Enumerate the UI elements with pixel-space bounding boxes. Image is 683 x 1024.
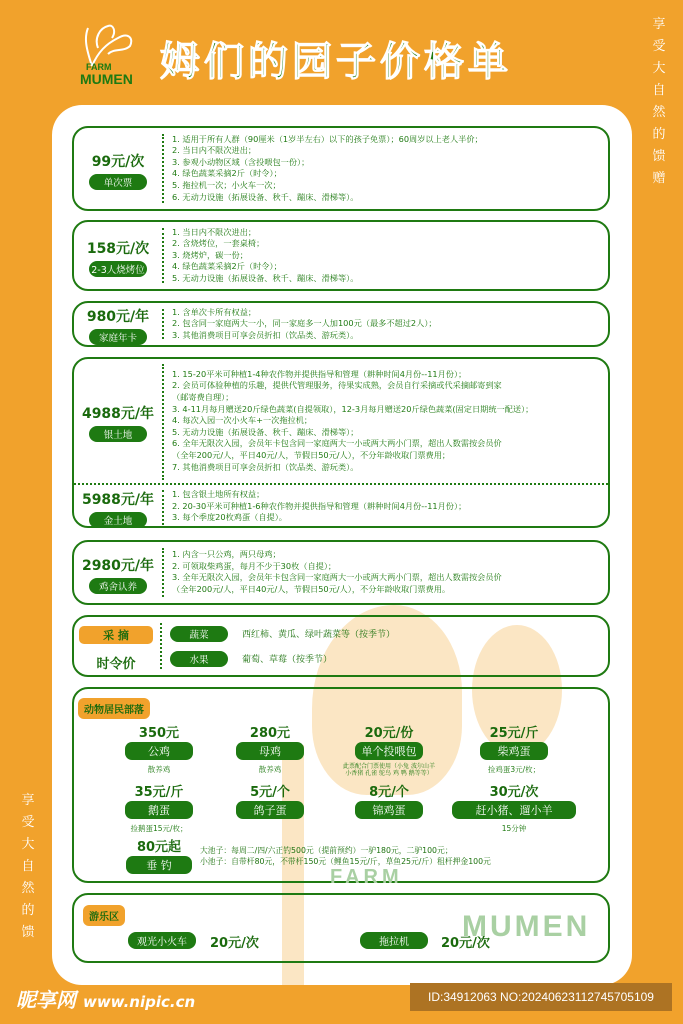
page-title: 姆们的园子价格单 xyxy=(160,39,512,85)
divider xyxy=(162,134,164,203)
picking-items: 西红柿、黄瓜、绿叶蔬菜等（按季节） xyxy=(242,630,396,640)
ride-label: 观光小火车 xyxy=(128,932,196,949)
tier-price-block xyxy=(74,555,162,594)
tier-benefits xyxy=(172,307,437,342)
slogan-char: 自 xyxy=(652,83,666,98)
animal-label: 鸽子蛋 xyxy=(236,801,304,819)
picking-category: 水果 xyxy=(170,651,228,667)
tier-benefits xyxy=(172,227,358,285)
tier-label: 单次票 xyxy=(89,174,147,190)
benefit-item: （全年200元/人，平日40元/人，节假日50元/人），不分年龄收取门票费用； xyxy=(172,449,451,460)
animal-item xyxy=(341,722,437,777)
benefit-item: 3. 全年无限次入园，会员年卡包含同一家庭两大一小或两大两小门票，超出人数需按会员价 xyxy=(172,572,502,583)
tier-label: 银土地 xyxy=(89,426,147,442)
benefit-item: 1. 适用于所有人群（90厘米（1岁半左右）以下的孩子免票）；60周岁以上老人半价； xyxy=(172,133,483,144)
benefit-item: 2. 包含同一家庭两大一小，同一家庭多一人加100元（最多不超过2人）； xyxy=(172,318,437,329)
tier-box xyxy=(72,357,610,528)
site-logo xyxy=(16,984,195,1013)
benefit-item: 1. 内含一只公鸡，两只母鸡； xyxy=(172,549,281,560)
benefit-item: 2. 会员可体验种植的乐趣，提供代管理服务，待果实成熟，会员自行采摘或代采摘邮寄到家 xyxy=(172,380,502,391)
animal-item xyxy=(111,781,207,833)
animal-price: 5元/个 xyxy=(250,785,290,800)
farm-logo xyxy=(78,18,144,88)
animal-label: 赶小猪、遛小羊 xyxy=(452,801,576,819)
tier-box xyxy=(72,540,610,605)
tier-box xyxy=(72,301,610,347)
benefit-item: （邮寄费自理）； xyxy=(172,391,234,402)
benefit-item: 7. 其他消费项目可享会员折扣（饮品类、游玩类）。 xyxy=(172,461,359,472)
flower-logo-icon xyxy=(78,18,144,68)
animal-note: 15分钟 xyxy=(501,824,527,833)
slogan-char: 的 xyxy=(21,903,35,918)
logo-mumen: MUMEN xyxy=(80,71,133,87)
tier-label: 2-3人烧烤位 xyxy=(89,261,147,277)
rides-tag: 游乐区 xyxy=(83,905,125,926)
ride-price: 20元/次 xyxy=(441,936,490,951)
benefit-item: 3. 烧烤炉，碳一份； xyxy=(172,249,248,260)
picking-box xyxy=(72,615,610,677)
benefit-item: 2. 可领取柴鸡蛋，每月不少于30枚（自提）； xyxy=(172,560,337,571)
tier-price-block xyxy=(74,306,162,345)
side-slogan-left xyxy=(20,790,36,944)
animal-item xyxy=(466,781,562,833)
ride-label: 拖拉机 xyxy=(360,932,428,949)
benefit-item: 2. 含烧烤位，一套桌椅； xyxy=(172,238,265,249)
slogan-char: 自 xyxy=(21,859,35,874)
animal-note: 捡鸡蛋3元/枚； xyxy=(487,765,541,774)
animal-item xyxy=(222,722,318,774)
benefit-item: 1. 包含银土地所有权益； xyxy=(172,489,265,500)
tier-price: 5988元/年 xyxy=(81,491,155,508)
picking-price: 时令价 xyxy=(96,657,136,672)
benefit-item: 5. 无动力设施（拓展设备、秋千、蹦床、滑梯等）。 xyxy=(172,272,359,283)
tier-price-block xyxy=(74,238,162,277)
image-id-badge: ID:34912063 NO:20240623112745705109 xyxy=(410,983,672,1011)
slogan-char: 大 xyxy=(21,837,35,852)
benefit-item: 1. 含单次卡所有权益； xyxy=(172,306,257,317)
benefit-item: 2. 20-30平米可种植1-6种农作物并提供指导和管理（耕种时间4月份--11月份）； xyxy=(172,500,467,511)
slogan-char: 大 xyxy=(652,61,666,76)
tier-label: 金土地 xyxy=(89,512,147,528)
animals-tag: 动物居民部落 xyxy=(78,698,150,719)
fishing-label: 垂 钓 xyxy=(126,856,192,874)
tier-benefits xyxy=(172,489,466,524)
animal-item xyxy=(222,781,318,825)
tier-price: 158元/次 xyxy=(86,240,150,257)
benefit-item: 4. 每次入园一次小火车+一次拖拉机； xyxy=(172,415,313,426)
watermark-mumen: MUMEN xyxy=(462,910,591,943)
animal-label: 公鸡 xyxy=(125,742,193,760)
slogan-char: 赠 xyxy=(652,171,666,186)
benefit-item: （全年200元/人，平日40元/人，节假日50元/人），不分年龄收取门票费用。 xyxy=(172,584,451,595)
slogan-char: 然 xyxy=(21,881,35,896)
ride-price: 20元/次 xyxy=(210,936,259,951)
tier-price: 99元/次 xyxy=(91,153,145,170)
fishing-item xyxy=(111,836,207,874)
animal-price: 8元/个 xyxy=(369,785,409,800)
tier-price-block xyxy=(74,489,162,528)
animal-item xyxy=(466,722,562,774)
tier-benefits xyxy=(172,549,502,595)
fishing-price: 80元起 xyxy=(136,840,182,855)
divider xyxy=(162,228,164,283)
slogan-char: 享 xyxy=(652,17,666,32)
slogan-char: 的 xyxy=(652,127,666,142)
animal-price: 30元/次 xyxy=(489,785,539,800)
benefit-item: 6. 全年无限次入园，会员年卡包含同一家庭两大一小或两大两小门票，超出人数需按会员价 xyxy=(172,438,502,449)
animal-price: 25元/斤 xyxy=(489,726,539,741)
animal-label: 母鸡 xyxy=(236,742,304,760)
side-slogan-right xyxy=(651,14,667,190)
animals-box xyxy=(72,687,610,883)
picking-category: 蔬菜 xyxy=(170,626,228,642)
divider xyxy=(74,483,608,485)
divider xyxy=(162,548,164,597)
logo-farm: FARM xyxy=(86,62,112,72)
slogan-char: 然 xyxy=(652,105,666,120)
tier-benefits xyxy=(172,134,483,204)
site-url: www.nipic.cn xyxy=(82,993,196,1011)
benefit-item: 4. 绿色蔬菜采摘2斤（时令）； xyxy=(172,261,282,272)
watermark-farm: FARM xyxy=(330,866,403,888)
picking-items: 葡萄、草莓（按季节） xyxy=(242,655,333,665)
animal-label: 单个投喂包 xyxy=(355,742,423,760)
animal-label: 鹅蛋 xyxy=(125,801,193,819)
animal-price: 20元/份 xyxy=(364,726,414,741)
slogan-char: 馈 xyxy=(21,925,35,940)
fishing-detail: 小池子：自带杆80元，不带杆150元（鲤鱼15元/斤，草鱼25元/斤）租杆押金100元 xyxy=(200,857,491,866)
benefit-item: 2. 当日内不限次进出； xyxy=(172,145,257,156)
divider xyxy=(162,309,164,339)
site-logo-text: 昵享网 xyxy=(16,988,76,1012)
tier-label: 鸡舍认养 xyxy=(89,578,147,594)
tier-label: 家庭年卡 xyxy=(89,329,147,345)
tier-price: 4988元/年 xyxy=(81,406,155,422)
benefit-item: 5. 无动力设施（拓展设备、秋千、蹦床、滑梯等）； xyxy=(172,426,359,437)
animal-price: 280元 xyxy=(249,726,291,741)
animal-note: 捡鹅蛋15元/枚； xyxy=(130,824,188,833)
animal-item xyxy=(111,722,207,774)
benefit-item: 6. 无动力设施（拓展设备、秋千、蹦床、滑梯等）。 xyxy=(172,191,359,202)
tier-price-block xyxy=(74,403,162,442)
benefit-item: 3. 每个季度20枚鸡蛋（自提）。 xyxy=(172,512,287,523)
tier-price: 2980元/年 xyxy=(81,557,155,574)
divider xyxy=(162,490,164,525)
tier-box xyxy=(72,126,610,211)
slogan-char: 享 xyxy=(21,793,35,808)
divider xyxy=(160,623,162,669)
animal-label: 锦鸡蛋 xyxy=(355,801,423,819)
tier-box xyxy=(72,220,610,291)
benefit-item: 4. 绿色蔬菜采摘2斤（时令）； xyxy=(172,168,282,179)
benefit-item: 5. 拖拉机一次；小火车一次； xyxy=(172,180,281,191)
benefit-item: 1. 15-20平米可种植1-4种农作物并提供指导和管理（耕种时间4月份--11月份）； xyxy=(172,368,467,379)
picking-tag: 采 摘 xyxy=(79,626,153,644)
animal-price: 35元/斤 xyxy=(134,785,184,800)
benefit-item: 1. 当日内不限次进出； xyxy=(172,226,257,237)
fishing-detail: 大池子：每周二/四/六正钓500元（提前预约）一驴180元，二驴100元； xyxy=(200,846,453,855)
animal-label: 柴鸡蛋 xyxy=(480,742,548,760)
benefit-item: 3. 4-11月每月赠送20斤绿色蔬菜(自提领取），12-3月每月赠送20斤绿色蔬菜(固定日期统一配送）； xyxy=(172,403,534,414)
tier-price: 980元/年 xyxy=(86,309,150,325)
tier-price-block xyxy=(74,151,162,190)
slogan-char: 馈 xyxy=(652,149,666,164)
animal-note: 此票配合门票使用（小兔 波尔山羊 小香猪 孔雀 鸵鸟 鸡 鸭 鹅等等） xyxy=(343,763,435,777)
divider xyxy=(162,364,164,480)
tier-benefits xyxy=(172,369,533,473)
benefit-item: 3. 参观小动物区域（含投喂包一份）； xyxy=(172,156,310,167)
animal-item xyxy=(341,781,437,825)
animal-price: 350元 xyxy=(138,726,180,741)
animal-note: 散养鸡 xyxy=(147,765,171,774)
slogan-char: 受 xyxy=(21,815,35,830)
animal-note: 散养鸡 xyxy=(258,765,282,774)
benefit-item: 3. 其他消费项目可享会员折扣（饮品类、游玩类）。 xyxy=(172,329,359,340)
slogan-char: 受 xyxy=(652,39,666,54)
